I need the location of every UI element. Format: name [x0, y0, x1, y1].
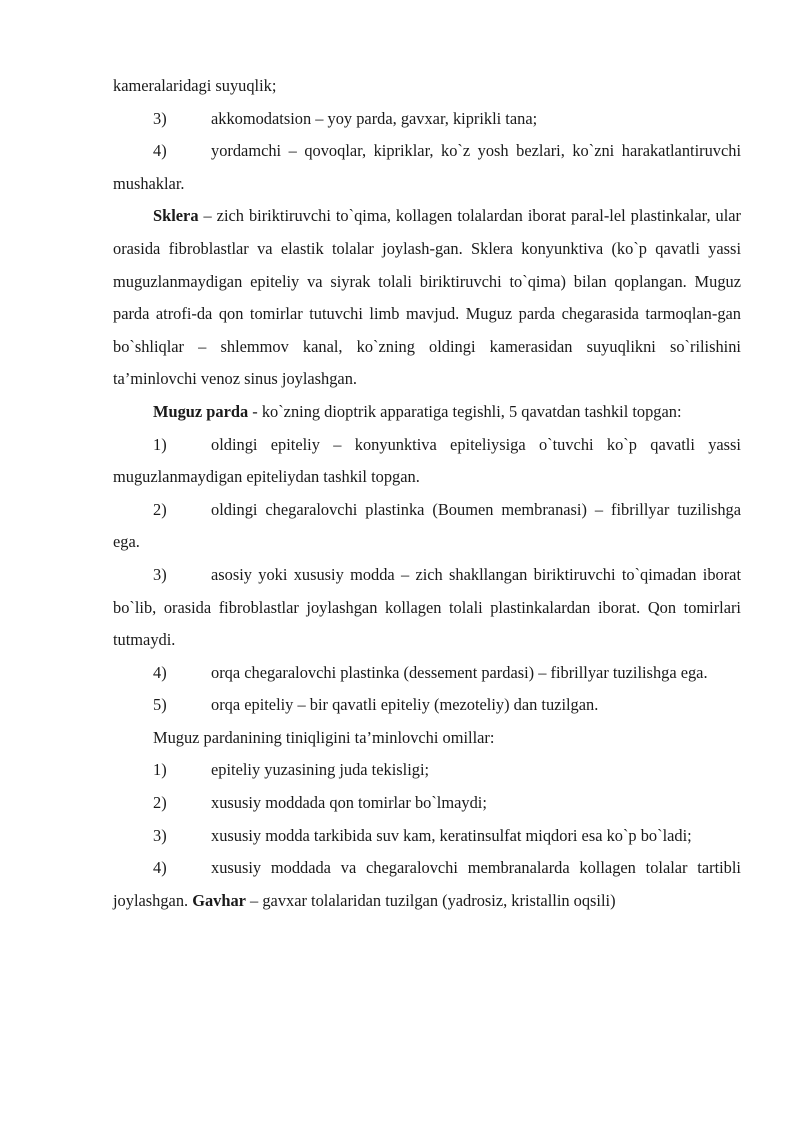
gavhar-text: – gavxar tolalaridan tuzilgan (yadrosiz, kristallin oqsili): [245, 890, 616, 910]
list-text: xususiy moddada va chegaralovchi membranalarda kollagen tolalar tartibli joylashgan.: [113, 858, 741, 910]
list-number: 5): [153, 695, 167, 715]
list-number: 3): [153, 108, 167, 128]
list-item: [113, 657, 741, 690]
list-text: xususiy modda tarkibida suv kam, keratinsulfat miqdori esa ko`p bo`ladi;: [211, 825, 692, 845]
list-item: [113, 689, 741, 722]
list-item: [113, 559, 741, 657]
list-item: [113, 494, 741, 559]
list-item: [113, 754, 741, 787]
list-number: 4): [153, 662, 167, 682]
term-muguz-parda: Muguz parda: [153, 401, 249, 421]
list-number: 2): [153, 499, 167, 519]
muguz-parda-text: - ko`zning dioptrik apparatiga tegishli, 5 qavatdan tashkil topgan:: [248, 401, 682, 421]
list-item: [113, 820, 741, 853]
list-text: orqa chegaralovchi plastinka (dessement pardasi) – fibrillyar tuzilishga ega.: [211, 662, 708, 682]
list-number: 1): [153, 434, 167, 454]
list-item: [113, 787, 741, 820]
document-page: [113, 70, 741, 917]
list-number: 2): [153, 793, 167, 813]
paragraph-sklera: [113, 200, 741, 396]
list-number: 3): [153, 564, 167, 584]
paragraph-continuation: kameralaridagi suyuqlik;: [113, 76, 277, 95]
sklera-text: – zich biriktiruvchi to`qima, kollagen tolalardan iborat paral-lel plastinkalar, ular orasida fibroblastlar va elastik tolalar joylash-gan. Sklera konyunktiva (ko`p qavatli yassi muguzlanmaydigan epiteliy va siyrak tolali biriktiruvchi to`qima) bilan qoplangan. Muguz parda atrofi-da qon tomirlar tutuvchi limb mavjud. Muguz parda chegarasida tarmoqlan-gan bo`shliqlar – shlemmov kanal, ko`zning oldingi kamerasidan suyuqlikni so`rilishini ta’minlovchi venoz sinus joylashgan.: [113, 206, 741, 389]
list-text: xususiy moddada qon tomirlar bo`lmaydi;: [211, 793, 487, 813]
list-number: 4): [153, 141, 167, 161]
list-number: 4): [153, 858, 167, 878]
list-text: asosiy yoki xususiy modda – zich shakllangan biriktiruvchi to`qimadan iborat bo`lib, orasida fibroblastlar joylashgan kollagen tolali plastinkalardan iborat. Qon tomirlari tutmaydi.: [113, 564, 741, 650]
list-item: [113, 103, 741, 136]
list-text: epiteliy yuzasining juda tekisligi;: [211, 760, 430, 780]
list-text: oldingi chegaralovchi plastinka (Boumen membranasi) – fibrillyar tuzilishga ega.: [113, 499, 741, 552]
list-text: orqa epiteliy – bir qavatli epiteliy (mezoteliy) dan tuzilgan.: [211, 695, 599, 715]
paragraph-muguz-parda: [113, 396, 741, 429]
term-sklera: Sklera: [153, 206, 199, 226]
list-item: [113, 852, 741, 917]
list-number: 3): [153, 825, 167, 845]
list-text: yordamchi – qovoqlar, kipriklar, ko`z yosh bezlari, ko`zni harakatlantiruvchi mushaklar.: [113, 141, 741, 193]
list-item: [113, 429, 741, 494]
term-gavhar: Gavhar: [192, 890, 246, 910]
list-item: [113, 135, 741, 200]
list-text: oldingi epiteliy – konyunktiva epiteliysiga o`tuvchi ko`p qavatli yassi muguzlanmaydigan epiteliydan tashkil topgan.: [113, 434, 741, 487]
list-text: akkomodatsion – yoy parda, gavxar, kiprikli tana;: [211, 108, 538, 128]
list-number: 1): [153, 760, 167, 780]
factors-heading: Muguz pardanining tiniqligini ta’minlovchi omillar:: [153, 727, 495, 747]
